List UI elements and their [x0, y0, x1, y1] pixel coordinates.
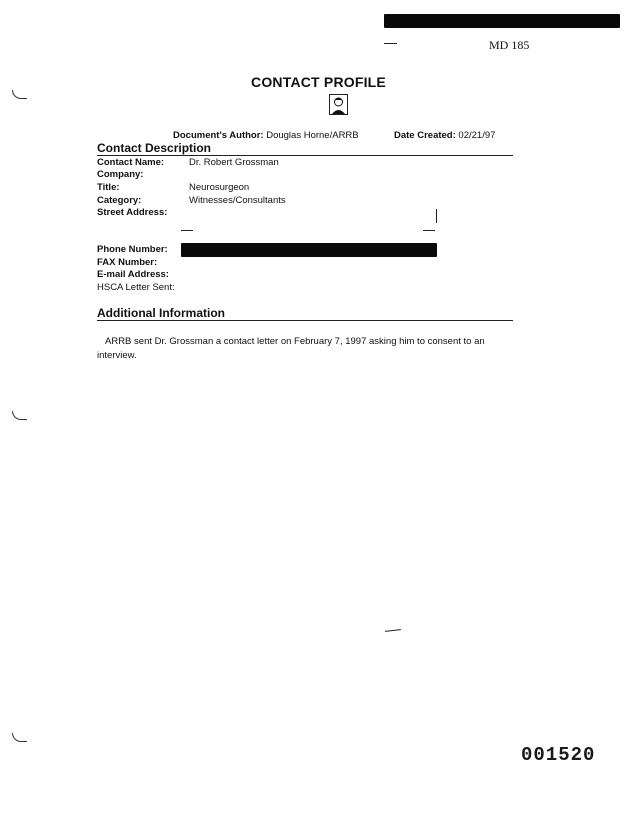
margin-mark-1 [12, 90, 27, 99]
date-value: 02/21/97 [458, 130, 496, 141]
date-label: Date Created: [394, 130, 456, 141]
margin-mark-2 [12, 411, 27, 420]
phone-label: Phone Number: [97, 244, 168, 255]
redaction-top [384, 14, 620, 28]
document-number: MD 185 [489, 38, 530, 52]
contact-name-value: Dr. Robert Grossman [189, 157, 279, 168]
street-address-label: Street Address: [97, 207, 168, 218]
contact-name-label: Contact Name: [97, 157, 165, 168]
stray-mark [385, 629, 401, 632]
page-title: CONTACT PROFILE [251, 74, 386, 90]
margin-dash-top [384, 43, 397, 44]
date-line [394, 130, 495, 141]
title-label: Title: [97, 182, 120, 193]
contact-section-title: Contact Description [97, 141, 212, 155]
fax-label: FAX Number: [97, 257, 158, 268]
person-avatar-icon [329, 94, 348, 115]
hsca-letter-label: HSCA Letter Sent: [97, 282, 175, 293]
category-label: Category: [97, 195, 142, 206]
bates-stamp: 001520 [521, 744, 596, 766]
email-label: E-mail Address: [97, 269, 169, 280]
margin-mark-3 [12, 733, 27, 742]
contact-section-rule [97, 155, 513, 156]
address-mark-left [181, 230, 193, 231]
author-label: Document's Author: [173, 130, 264, 141]
company-label: Company: [97, 169, 144, 180]
address-bracket [436, 209, 437, 223]
author-line [173, 130, 359, 141]
address-mark-right [423, 230, 435, 231]
category-value: Witnesses/Consultants [189, 195, 286, 206]
additional-section-rule [97, 320, 513, 321]
title-value: Neurosurgeon [189, 182, 250, 193]
additional-section-title: Additional Information [97, 306, 225, 320]
redaction-phone [181, 243, 437, 257]
additional-info-text: ARRB sent Dr. Grossman a contact letter on February 7, 1997 asking him to consent to an interview. [97, 336, 485, 361]
author-value: Douglas Horne/ARRB [266, 130, 359, 141]
